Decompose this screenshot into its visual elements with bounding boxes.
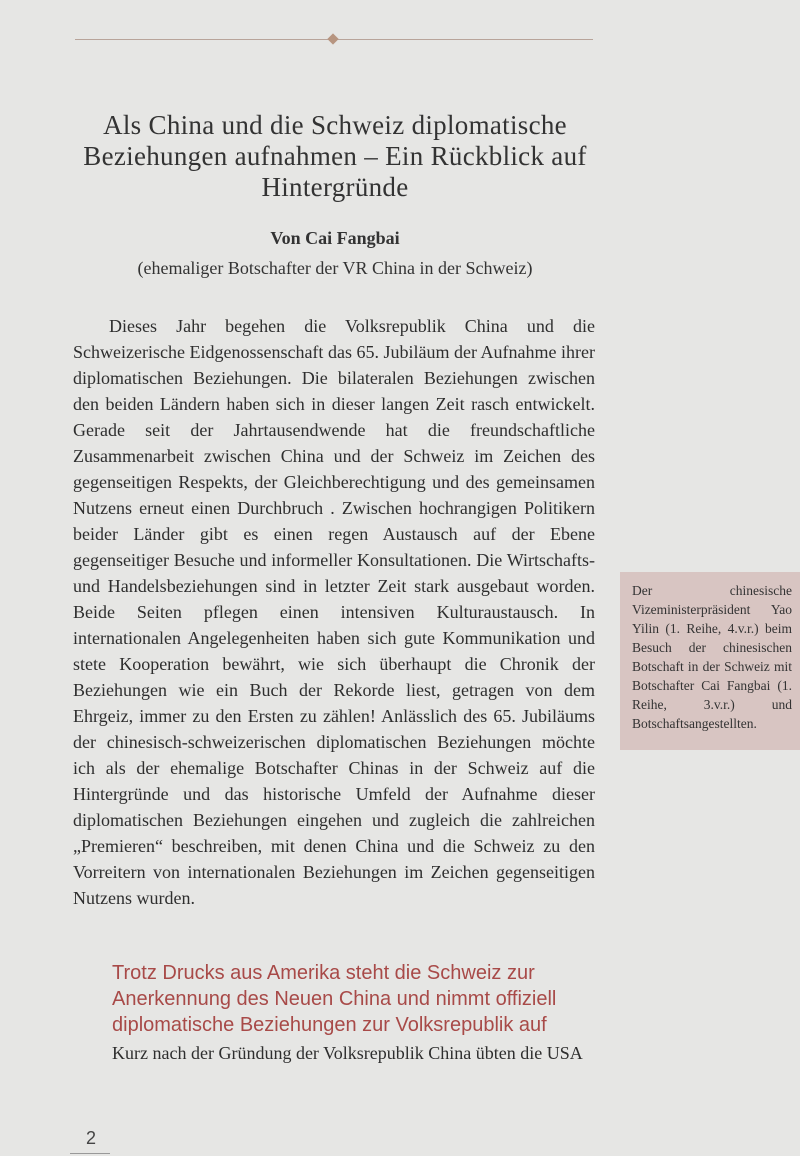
article-title: Als China und die Schweiz diplomatische Beziehungen aufnahmen – Ein Rückblick auf Hintergründe xyxy=(83,110,587,202)
intro-paragraph: Dieses Jahr begehen die Volksrepublik China und die Schweizerische Eidgenossenschaft das 65. Jubiläum der Aufnahme ihrer diplomatischen Beziehungen. Die bilateralen Beziehungen zwischen den beiden Ländern haben sich in dieser langen Zeit rasch entwickelt. Gerade seit der Jahrtausendwende hat die freundschaftliche Zusammenarbeit zwischen China und der Schweiz im Zeichen des gegenseitigen Respekts, der Gleichberechtigung und des gemeinsamen Nutzens erneut einen Durchbruch . Zwischen hochrangigen Politikern beider Länder gibt es einen regen Austausch auf der Ebene gegenseitiger Besuche und informeller Konsultationen. Die Wirtschafts- und Handelsbeziehungen sind in letzter Zeit stark ausgebaut worden. Beide Seiten pflegen einen intensiven Kulturaustausch. In internationalen Angelegenheiten haben sich gute Kommunikation und stete Kooperation bewährt, wie sich überhaupt die Chronik der Beziehungen wie ein Buch der Rekorde liest, getragen von dem Ehrgeiz, immer zu den Ersten zu zählen! Anlässlich des 65. Jubiläums der chinesisch-schweizerischen diplomatischen Beziehungen möchte ich als der ehemalige Botschafter Chinas in der Schweiz auf die Hintergründe und das historische Umfeld der Aufnahme dieser diplomatischen Beziehungen eingehen und zugleich die zahlreichen „Premieren“ beschreiben, mit denen China und die Schweiz zu den Vorreitern von internationalen Beziehungen im Zeichen gegenseitigen Nutzens wurden. xyxy=(73,316,595,908)
header-diamond-ornament xyxy=(327,33,338,44)
section-first-line: Kurz nach der Gründung der Volksrepublik China übten die USA xyxy=(112,1043,583,1063)
page-number-rule xyxy=(70,1153,110,1154)
author-affiliation: (ehemaliger Botschafter der VR China in der Schweiz) xyxy=(137,258,533,278)
section-heading: Trotz Drucks aus Amerika steht die Schweiz zur Anerkennung des Neuen China und nimmt offiziell diplomatische Beziehungen zur Volksrepublik auf xyxy=(112,962,557,1036)
photo-caption: Der chinesische Vizeministerpräsident Yao Yilin (1. Reihe, 4.v.r.) beim Besuch der chinesischen Botschaft in der Schweiz mit Botschafter Cai Fangbai (1. Reihe, 3.v.r.) und Botschaftsangestellten. xyxy=(620,572,800,750)
page-number: 2 xyxy=(86,1128,97,1148)
article-author: Von Cai Fangbai xyxy=(270,228,400,248)
